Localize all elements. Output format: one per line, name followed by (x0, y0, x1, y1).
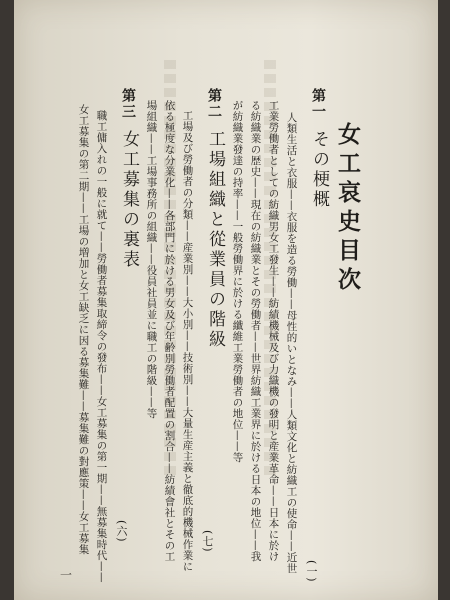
chapter-number: 第一 (310, 88, 326, 120)
chapter-entry: 工業勞働者としての紡織男女工發生——紡績機械及び力織機の發明と産業革命——日本に於け (267, 100, 280, 562)
chapter-title: 工場組織と從業員の階級 (205, 130, 225, 350)
chapter-title: 女工募集の裏表 (119, 130, 139, 270)
chapter-entry: が紡織業發達の持率——一般勞働界に於ける纖維工業勞働者の地位——等 (231, 100, 244, 463)
chapter-page-number: (一) (305, 560, 318, 583)
chapter-entry: 依る極度な分業化——各部門に於ける男女及び年齢別勞働者配置の割合——紡績會社とその工 (163, 100, 176, 562)
chapter-entry: 人類生活と衣服——衣服を造る勞働——母性的いとなみ——人類文化と紡織工の使命——近世 (285, 112, 298, 574)
chapter-entry: 女工募集の第二期——工場の増加と女工缺乏に因る募集難——募集難の對應策——女工募集 (77, 104, 90, 555)
toc-title: 女工哀史目次 (334, 122, 361, 296)
chapter-entry: 工場及び勞働者の分類——産業別——大小別——技術別——大量生産主義と徹底的機械作業に (181, 110, 194, 572)
chapter-number: 第二 (206, 88, 222, 120)
chapter-entry: る紡織業の歴史——現在の紡織業とその勞働者——世界紡織工業界に於ける日本の地位——我 (249, 100, 262, 562)
chapter-title: その梗概 (309, 130, 329, 210)
chapter-page-number: (七) (201, 530, 214, 553)
chapter-number: 第三 (120, 88, 136, 120)
chapter-page-number: (六) (115, 520, 128, 543)
chapter-entry: 職工傭入れの一般に就て——勞働者募集取締令の發布——女工募集の第一期——無募集時代—— (95, 110, 108, 583)
chapter-entry: 場組織——工場事務所の組織——役員社員並に職工の階級——等 (145, 100, 158, 419)
page-folio: 一 (60, 568, 73, 582)
